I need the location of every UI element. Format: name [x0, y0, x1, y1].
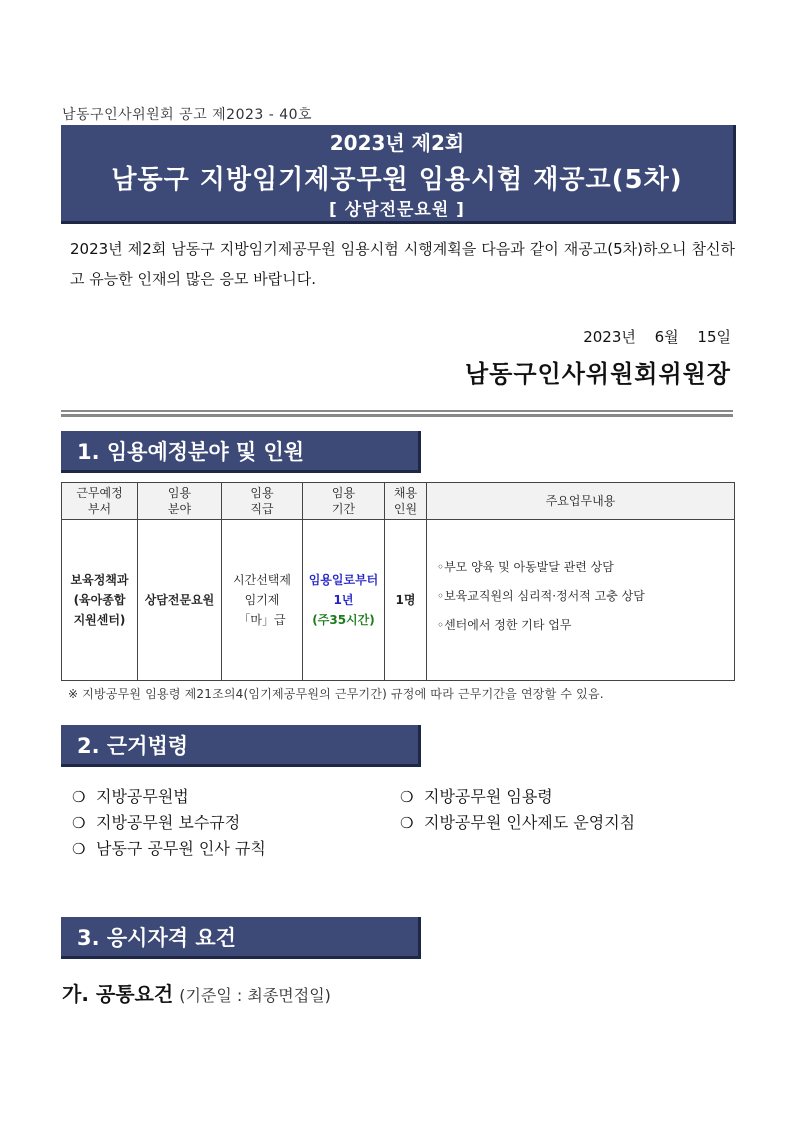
header-duties: 주요업무내용 [427, 483, 735, 520]
bullet-circle-icon: ❍ [400, 814, 414, 832]
banner-year-round: 2023년 제2회 [329, 131, 465, 155]
notice-date: 2023년 6월 15일 [583, 328, 731, 346]
common-requirements-heading: 가. 공통요건 (기준일 : 최종면접일) [62, 982, 331, 1006]
title-banner [61, 125, 736, 224]
header-period: 임용 기간 [303, 483, 385, 520]
duty-item: ◦센터에서 정한 기타 업무 [437, 617, 572, 632]
law-item: ❍ 남동구 공무원 인사 규칙 [72, 839, 266, 858]
cell-grade: 시간선택제 임기제 「마」급 [222, 520, 303, 681]
header-count: 채용 인원 [385, 483, 427, 520]
bullet-circle-icon: ❍ [400, 788, 414, 806]
duty-item: ◦보육교직원의 심리적·정서적 고충 상담 [437, 588, 645, 603]
header-dept: 근무예정 부서 [62, 483, 138, 520]
law-item: ❍ 지방공무원법 [72, 787, 189, 806]
table-footnote: ※ 지방공무원 임용령 제21조의4(임기제공무원의 근무기간) 규정에 따라 근무기간을 연장할 수 있음. [68, 687, 604, 701]
law-item: ❍ 지방공무원 인사제도 운영지침 [400, 813, 636, 832]
divider-line [61, 410, 733, 412]
signer: 남동구인사위원회위원장 [464, 360, 731, 388]
law-item: ❍ 지방공무원 보수규정 [72, 813, 241, 832]
table-row [62, 520, 735, 681]
cell-field: 상담전문요원 [138, 520, 222, 681]
table-header-row [62, 483, 735, 520]
cell-period: 임용일로부터 1년 (주35시간) [303, 520, 385, 681]
cell-count: 1명 [385, 520, 427, 681]
banner-title: 남동구 지방임기제공무원 임용시험 재공고(5차) [111, 165, 683, 195]
cell-dept: 보육정책과 (육아종합 지원센터) [62, 520, 138, 681]
header-grade: 임용 직급 [222, 483, 303, 520]
bullet-circle-icon: ❍ [72, 840, 86, 858]
section1-heading: 1. 임용예정분야 및 인원 [61, 431, 421, 473]
bullet-circle-icon: ❍ [72, 788, 86, 806]
section2-heading: 2. 근거법령 [61, 725, 421, 767]
law-item: ❍ 지방공무원 임용령 [400, 787, 553, 806]
cell-duties [427, 520, 735, 681]
duty-item: ◦부모 양육 및 아동발달 관련 상담 [437, 559, 614, 574]
bullet-circle-icon: ❍ [72, 814, 86, 832]
recruitment-table [61, 482, 735, 681]
intro-paragraph: 2023년 제2회 남동구 지방임기제공무원 임용시험 시행계획을 다음과 같이 재공고(5차)하오니 참신하고 유능한 인재의 많은 응모 바랍니다. [70, 240, 735, 288]
banner-position: [ 상담전문요원 ] [329, 200, 465, 220]
notice-number: 남동구인사위원회 공고 제2023 - 40호 [62, 107, 313, 123]
divider-line-thick [61, 414, 733, 417]
section3-heading: 3. 응시자격 요건 [61, 917, 421, 959]
header-field: 임용 분야 [138, 483, 222, 520]
